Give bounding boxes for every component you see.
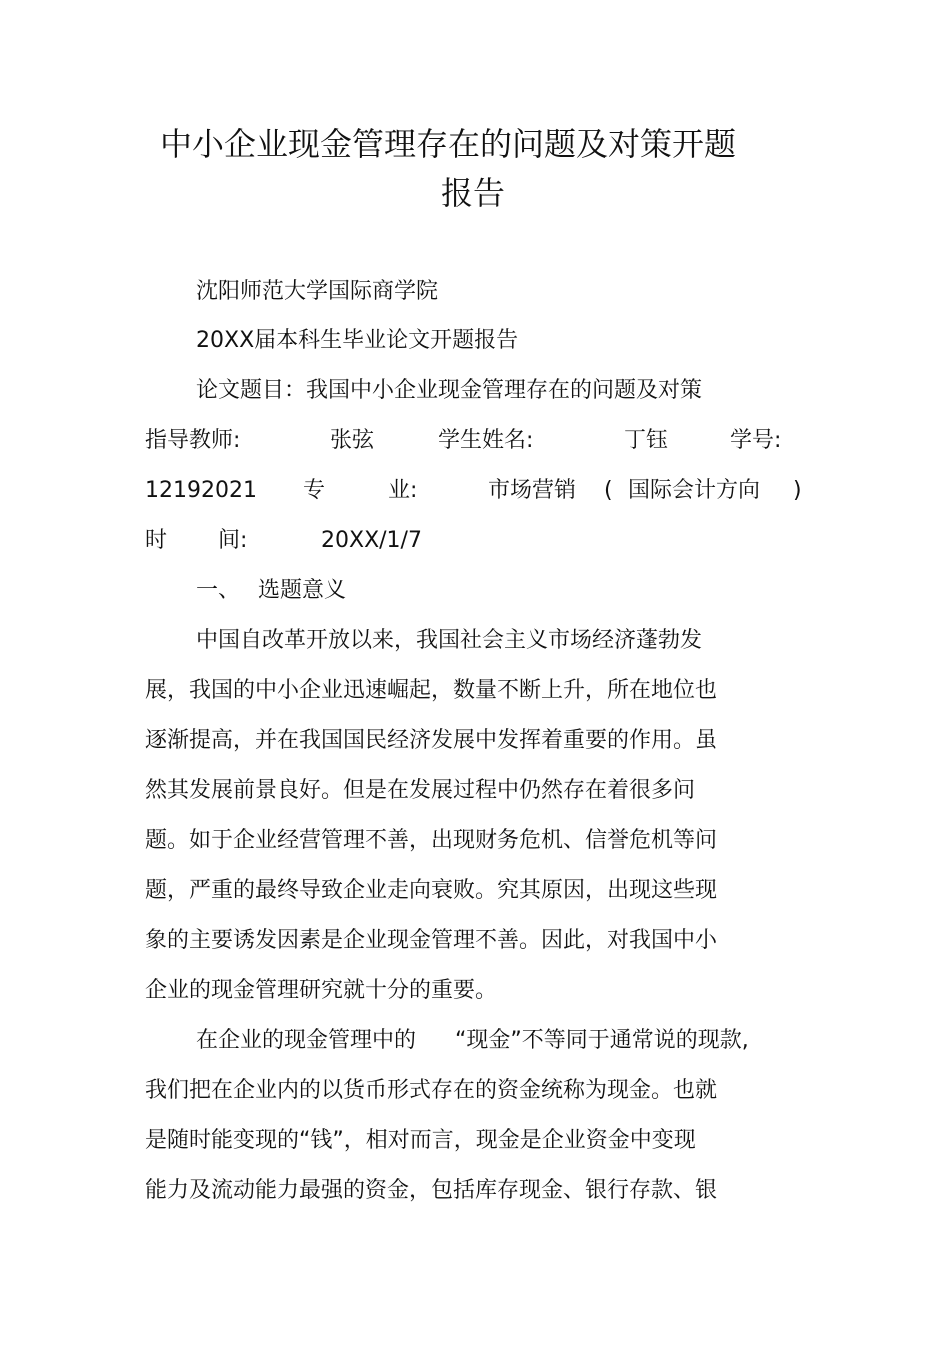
student-name-label: 学生姓名: xyxy=(438,428,534,453)
paragraph-1-line: 题，严重的最终导致企业走向衰败。究其原因，出现这些现 xyxy=(145,878,718,903)
report-type: 20XX届本科生毕业论文开题报告 xyxy=(196,328,519,353)
paragraph-1-line: 象的主要诱发因素是企业现金管理不善。因此，对我国中小 xyxy=(145,928,718,953)
section-1-title: 选题意义 xyxy=(258,578,347,603)
paragraph-1-line: 题。如于企业经营管理不善，出现财务危机、信誉危机等问 xyxy=(145,828,718,853)
paragraph-2-line: 我们把在企业内的以货币形式存在的资金统称为现金。也就 xyxy=(145,1078,718,1103)
paragraph-1-line: 企业的现金管理研究就十分的重要。 xyxy=(145,978,498,1003)
time-value: 20XX/1/7 xyxy=(321,528,422,553)
major-value: 市场营销 xyxy=(488,478,577,503)
time-label-part-1: 时 xyxy=(145,528,168,553)
paragraph-2-line: 能力及流动能力最强的资金，包括库存现金、银行存款、银 xyxy=(145,1178,718,1203)
document-title-line-1: 中小企业现金管理存在的问题及对策开题 xyxy=(160,125,737,163)
paragraph-2-line: 是随时能变现的“钱”，相对而言，现金是企业资金中变现 xyxy=(145,1128,696,1153)
paragraph-1-line: 展，我国的中小企业迅速崛起，数量不断上升，所在地位也 xyxy=(145,678,718,703)
paragraph-2-line-end: “现金”不等同于通常说的现款, xyxy=(455,1028,749,1053)
paren-close: ) xyxy=(793,478,802,503)
time-label-part-2: 间: xyxy=(218,528,248,553)
student-id-label: 学号: xyxy=(730,428,782,453)
institution-name: 沈阳师范大学国际商学院 xyxy=(196,279,439,304)
major-label-part-2: 业: xyxy=(388,478,418,503)
paragraph-1-line: 逐渐提高，并在我国国民经济发展中发挥着重要的作用。虽 xyxy=(145,728,718,753)
advisor-name: 张弦 xyxy=(330,428,375,453)
student-id: 12192021 xyxy=(145,478,257,503)
paragraph-2-line-start: 在企业的现金管理中的 xyxy=(196,1028,417,1053)
paren-open: ( xyxy=(604,478,613,503)
major-label-part-1: 专 xyxy=(303,478,326,503)
student-name: 丁钰 xyxy=(624,428,669,453)
document-title-line-2: 报告 xyxy=(441,174,506,212)
advisor-label: 指导教师: xyxy=(145,428,241,453)
major-direction: 国际会计方向 xyxy=(628,478,761,503)
paragraph-1-line: 然其发展前景良好。但是在发展过程中仍然存在着很多问 xyxy=(145,778,696,803)
paragraph-1-line: 中国自改革开放以来，我国社会主义市场经济蓬勃发 xyxy=(196,628,703,653)
section-1-number: 一、 xyxy=(196,578,241,603)
thesis-topic: 论文题目：我国中小企业现金管理存在的问题及对策 xyxy=(196,378,703,403)
